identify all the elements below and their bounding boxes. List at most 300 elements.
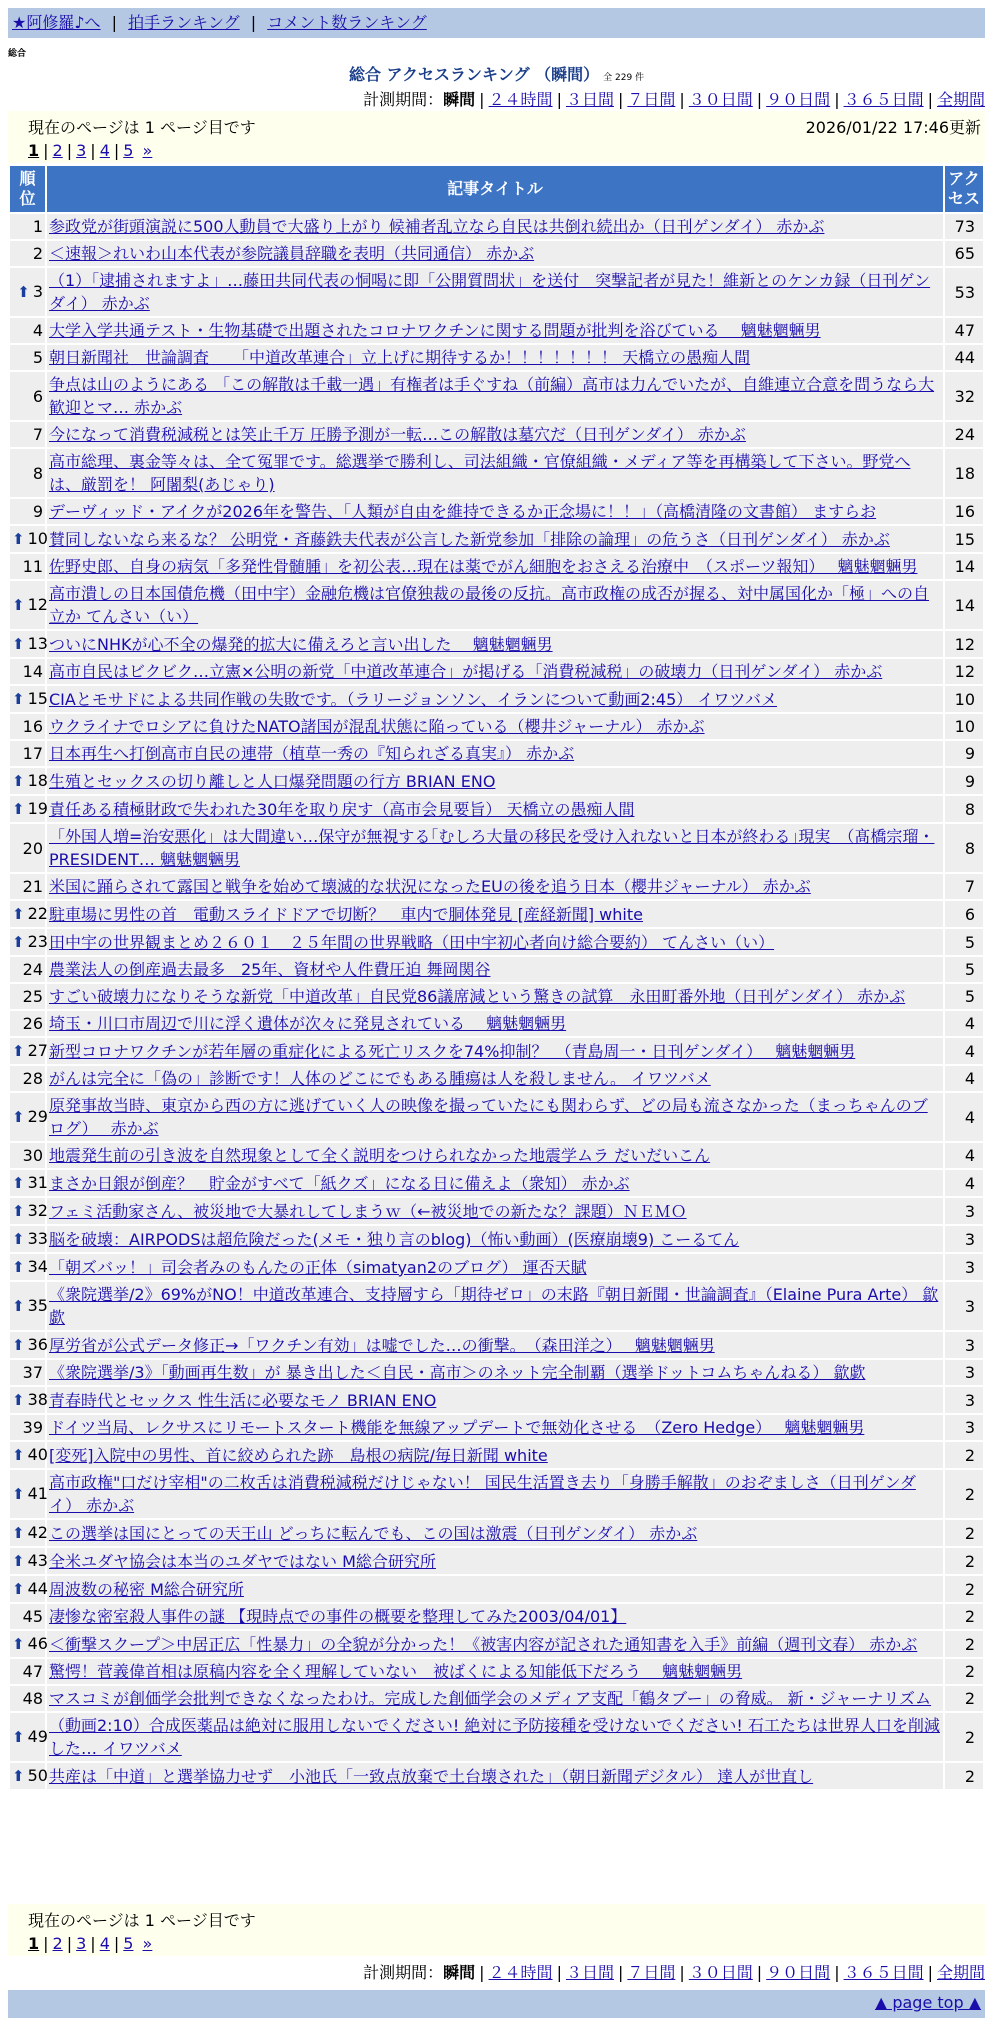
table-row: [10, 1387, 983, 1413]
title-cell: [47, 372, 943, 420]
article-link[interactable]: （動画2:10）合成医薬品は絶対に服用しないでください! 絶対に予防接種を受けないでください! 石工たちは世界人口を削減した… イワツバメ: [49, 1716, 940, 1758]
article-link[interactable]: 大学入学共通テスト・生物基礎で出題されたコロナワクチンに関する問題が批判を浴びている 魑魅魍魎男: [49, 321, 821, 340]
article-link[interactable]: 全米ユダヤ協会は本当のユダヤではない M総合研究所: [49, 1551, 436, 1571]
page-top-link[interactable]: ▲ page top ▲: [874, 1993, 981, 2012]
title-cell: [47, 1686, 943, 1711]
rank-cell: [10, 241, 45, 266]
title-cell: [47, 1198, 943, 1224]
rank-number: 16: [22, 717, 43, 736]
article-link[interactable]: （1）「逮捕されますよ」…藤田共同代表の恫喝に即「公開質問状」を送付 突撃記者が見た！維新とのケンカ録（日刊ゲンダイ） 赤かぶ: [49, 271, 931, 313]
period-link[interactable]: ９０日間: [766, 1963, 831, 1982]
rank-cell: [10, 268, 45, 316]
period-link[interactable]: 全期間: [936, 1963, 985, 1982]
access-count: 3: [945, 1415, 983, 1440]
access-count: 9: [945, 768, 983, 794]
title-cell: [47, 1713, 943, 1761]
up-arrow-icon: ⬆: [17, 283, 30, 301]
article-link[interactable]: 「朝ズバッ！」司会者みのもんたの正体（simatyan2のブログ） 運否天賦: [49, 1257, 587, 1277]
page-separator: |: [113, 141, 120, 160]
up-arrow-icon: ⬆: [12, 1485, 25, 1503]
up-arrow-icon: ⬆: [12, 1728, 25, 1746]
table-row: [10, 1713, 983, 1761]
title-cell: [47, 241, 943, 266]
title-cell: [47, 929, 943, 955]
article-link[interactable]: 米国に踊らされて露国と戦争を始めて壊滅的な状況になったEUの後を追う日本（櫻井ジャーナル） 赤かぶ: [49, 877, 811, 896]
table-row: [10, 1254, 983, 1280]
table-row: [10, 1442, 983, 1468]
period-separator: |: [834, 90, 840, 109]
access-count: 2: [945, 1520, 983, 1546]
rank-number: 34: [27, 1257, 48, 1276]
up-arrow-icon: ⬆: [12, 1258, 25, 1276]
title-cell: [47, 499, 943, 524]
title-cell: [47, 318, 943, 343]
title-cell: [47, 1170, 943, 1196]
article-link[interactable]: 埼玉・川口市周辺で川に浮く遺体が次々に発見されている 魑魅魍魎男: [49, 1014, 567, 1033]
table-row: [10, 1282, 983, 1330]
access-count: 12: [945, 631, 983, 657]
page-current: 1: [28, 141, 40, 160]
article-link[interactable]: 驚愕！菅義偉首相は原稿内容を全く理解していない 被ばくによる知能低下だろう 魑魅魍魎男: [49, 1662, 743, 1681]
rank-cell: [10, 1415, 45, 1440]
title-cell: [47, 1631, 943, 1657]
pagination: [28, 141, 965, 161]
article-link[interactable]: 参政党が街頭演説に500人動員で大盛り上がり 候補者乱立なら自民は共倒れ続出か（日刊ゲンダイ） 赤かぶ: [49, 217, 825, 236]
title-cell: [47, 345, 943, 370]
ranking-table: [8, 164, 985, 1791]
table-row: [10, 1066, 983, 1091]
up-arrow-icon: ⬆: [12, 905, 25, 923]
table-row: [10, 1470, 983, 1518]
article-link[interactable]: 朝日新聞社 世論調査 「中道改革連合」立上げに期待するか！！！！！！！ 天橋立の愚痴人間: [49, 348, 751, 367]
access-count: 65: [945, 241, 983, 266]
table-row: [10, 1631, 983, 1657]
rank-number: 39: [22, 1418, 43, 1437]
table-row: [10, 1143, 983, 1168]
table-row: [10, 1360, 983, 1385]
page-link[interactable]: 3: [76, 141, 87, 160]
article-link[interactable]: 《衆院選挙/2》69%がNO！中道改革連合、支持層すら「期待ゼロ」の末路『朝日新聞・世論調査』（Elaine Pura Arte） 歙歔: [49, 1285, 939, 1327]
rank-number: 30: [22, 1146, 43, 1165]
page-link[interactable]: 5: [123, 1934, 134, 1953]
rank-number: 7: [32, 425, 43, 444]
article-link[interactable]: マスコミが創価学会批判できなくなったわけ。完成した創価学会のメディア支配「鶴タブー」の脅威。 新・ジャーナリズム: [49, 1689, 932, 1708]
rank-number: 33: [27, 1229, 48, 1248]
rank-cell: [10, 1066, 45, 1091]
access-count: 2: [945, 1713, 983, 1761]
category-label: 総合: [8, 49, 27, 59]
access-count: 4: [945, 1093, 983, 1141]
access-count: 2: [945, 1763, 983, 1789]
period-selector-top: [363, 87, 985, 110]
up-arrow-icon: ⬆: [12, 1336, 25, 1354]
rank-cell: [10, 768, 48, 794]
rank-cell: [10, 372, 45, 420]
access-count: 73: [945, 214, 983, 239]
title-cell: [47, 714, 943, 739]
period-link[interactable]: ２４時間: [488, 1963, 553, 1982]
home-link[interactable]: ★阿修羅♪へ: [12, 13, 101, 32]
table-row: [10, 581, 983, 629]
title-cell: [47, 1659, 943, 1684]
access-count: 3: [945, 1226, 983, 1252]
rank-cell: [10, 318, 45, 343]
period-separator: |: [556, 1963, 562, 1982]
table-row: [10, 1604, 983, 1629]
article-link[interactable]: ウクライナでロシアに負けたNATO諸国が混乱状態に陥っている（櫻井ジャーナル） 赤かぶ: [49, 717, 705, 736]
access-count: 4: [945, 1011, 983, 1036]
rank-number: 32: [27, 1201, 48, 1220]
rank-cell: [10, 1332, 48, 1358]
clap-ranking-link[interactable]: 拍手ランキング: [128, 13, 240, 32]
title-cell: [47, 1548, 943, 1574]
access-count: 4: [945, 1143, 983, 1168]
period-link[interactable]: ７日間: [627, 90, 676, 109]
article-link[interactable]: 「外国人増=治安悪化」は大間違い…保守が無視する｢むしろ大量の移民を受け入れないと日本が終わる｣現実 （髙橋宗瑠・PRESIDENT… 魑魅魍魎男: [49, 827, 935, 869]
rank-number: 28: [22, 1069, 43, 1088]
up-arrow-icon: ⬆: [12, 1552, 25, 1570]
period-separator: |: [927, 1963, 933, 1982]
access-count: 8: [945, 824, 983, 872]
rank-cell: [10, 422, 45, 447]
rank-number: 44: [27, 1579, 48, 1598]
rank-cell: [10, 824, 45, 872]
period-link[interactable]: ３日間: [565, 90, 614, 109]
table-row: [10, 1332, 983, 1358]
access-count: 2: [945, 1442, 983, 1468]
page-separator: |: [90, 1934, 96, 1953]
title-cell: [47, 874, 943, 899]
title-cell: [47, 214, 943, 239]
rank-cell: [10, 1226, 48, 1252]
page-separator: |: [43, 1934, 49, 1953]
rank-number: 45: [22, 1607, 43, 1626]
title-cell: [47, 1143, 943, 1168]
article-link[interactable]: 共産は「中道」と選挙協力せず 小池氏「一致点放棄で土台壊された」（朝日新聞デジタル） 達人が世直し: [49, 1766, 814, 1786]
article-link[interactable]: 日本再生へ打倒高市自民の連帯（植草一秀の『知られざる真実』） 赤かぶ: [49, 744, 575, 763]
up-arrow-icon: ⬆: [12, 1580, 25, 1598]
rank-cell: [10, 499, 45, 524]
period-link[interactable]: ３６５日間: [843, 1963, 924, 1982]
article-link[interactable]: 高市潰しの日本国債危機（田中宇）金融危機は官僚独裁の最後の反抗。高市政権の成否が握る、対中属国化か「極」への自立か てんさい（い）: [49, 584, 930, 626]
article-link[interactable]: この選挙は国にとっての天王山 どっちに転んでも、この国は激震（日刊ゲンダイ） 赤かぶ: [49, 1523, 698, 1543]
access-count: 2: [945, 1548, 983, 1574]
rank-cell: [10, 1387, 48, 1413]
access-count: 2: [945, 1659, 983, 1684]
period-separator: |: [479, 90, 485, 109]
table-row: [10, 984, 983, 1009]
period-separator: |: [617, 1963, 624, 1982]
table-row: [10, 929, 983, 955]
period-link[interactable]: ３６５日間: [843, 90, 924, 109]
article-link[interactable]: 田中宇の世界観まとめ２６０１ ２５年間の世界戦略（田中宇初心者向け総合要約） てんさい（い）: [49, 932, 775, 952]
rank-number: 21: [22, 877, 43, 896]
title-cell: [47, 984, 943, 1009]
period-label: 計測期間：: [363, 90, 444, 109]
access-count: 3: [945, 1282, 983, 1330]
next-page-link[interactable]: »: [142, 141, 153, 160]
table-row: [10, 1093, 983, 1141]
period-separator: |: [927, 90, 933, 109]
rank-number: 35: [27, 1296, 48, 1315]
rank-number: 9: [32, 502, 43, 521]
article-link[interactable]: [変死]入院中の男性、首に絞められた跡 島根の病院/毎日新聞 white: [49, 1445, 548, 1465]
rank-cell: [10, 554, 45, 579]
page-link[interactable]: 4: [99, 141, 110, 160]
rank-number: 31: [27, 1173, 48, 1192]
article-link[interactable]: 責任ある積極財政で失われた30年を取り戻す（高市会見要旨） 天橋立の愚痴人間: [49, 799, 635, 819]
rank-number: 47: [22, 1662, 43, 1681]
access-count: 24: [945, 422, 983, 447]
title-cell: [47, 1604, 943, 1629]
up-arrow-icon: ⬆: [12, 690, 25, 708]
article-link[interactable]: ＜衝撃スクープ＞中居正広「性暴力」の全貌が分かった！《被害内容が記された通知書を入手》前編（週刊文春） 赤かぶ: [49, 1634, 918, 1654]
access-count: 2: [945, 1686, 983, 1711]
article-link[interactable]: 生殖とセックスの切り離しと人口爆発問題の行方 BRIAN ENO: [49, 771, 496, 791]
article-link[interactable]: CIAとモサドによる共同作戦の失敗です。（ラリージョンソン、イランについて動画2:45） イワツバメ: [49, 689, 778, 709]
period-link[interactable]: ７日間: [627, 1963, 676, 1982]
table-row: [10, 241, 983, 266]
title-cell: [47, 1360, 943, 1385]
up-arrow-icon: ⬆: [12, 1108, 25, 1126]
article-link[interactable]: 佐野史郎、自身の病気「多発性骨髄腫」を初公表…現在は薬でがん細胞をおさえる治療中 （スポーツ報知） 魑魅魍魎男: [49, 557, 918, 576]
period-link[interactable]: ３０日間: [688, 90, 753, 109]
period-label: 計測期間：: [363, 1963, 444, 1982]
access-count: 16: [945, 499, 983, 524]
rank-number: 10: [27, 529, 48, 548]
rank-cell: [10, 214, 45, 239]
rank-cell: [10, 631, 48, 657]
rank-number: 42: [27, 1523, 48, 1542]
article-link[interactable]: ドイツ当局、レクサスにリモートスタート機能を無線アップデートで無効化させる （Zero Hedge） 魑魅魍魎男: [49, 1418, 865, 1437]
page-separator: |: [113, 1934, 120, 1953]
rank-cell: [10, 1254, 48, 1280]
rank-number: 11: [22, 557, 43, 576]
period-current: 瞬間: [443, 90, 476, 109]
rank-number: 22: [27, 904, 48, 923]
article-link[interactable]: 今になって消費税減税とは笑止千万 圧勝予測が一転…この解散は墓穴だ（日刊ゲンダイ） 赤かぶ: [49, 425, 746, 444]
table-row: [10, 1011, 983, 1036]
article-link[interactable]: 脳を破壊：AIRPODSは超危険だった(メモ・独り言のblog)（怖い動画）(医療崩壊9) こーるてん: [49, 1229, 740, 1249]
page-separator: |: [66, 1934, 73, 1953]
article-link[interactable]: ついにNHKが心不全の爆発的拡大に備えろと言い出した 魑魅魍魎男: [49, 634, 553, 654]
up-arrow-icon: ⬆: [12, 1042, 25, 1060]
article-link[interactable]: すごい破壊力になりそうな新党「中道改革」自民党86議席減という驚きの試算 永田町番外地（日刊ゲンダイ） 赤かぶ: [49, 987, 906, 1006]
rank-number: 46: [27, 1634, 48, 1653]
table-row: [10, 318, 983, 343]
title-cell: [47, 1066, 943, 1091]
period-link[interactable]: ９０日間: [766, 90, 831, 109]
rank-number: 6: [32, 386, 43, 406]
paging-box-bottom: [8, 1904, 985, 1956]
page-link[interactable]: 4: [99, 1934, 110, 1953]
access-count: 44: [945, 345, 983, 370]
rank-cell: [10, 1713, 48, 1761]
rank-number: 40: [27, 1445, 48, 1464]
updated-time: 2026/01/22 17:46更新: [805, 118, 981, 137]
rank-number: 1: [32, 217, 43, 236]
title-cell: [47, 1470, 943, 1518]
table-row: [10, 957, 983, 982]
table-row: [10, 659, 983, 684]
table-row: [10, 874, 983, 899]
article-link[interactable]: 青春時代とセックス 性生活に必要なモノ BRIAN ENO: [49, 1390, 437, 1410]
access-count: 3: [945, 1387, 983, 1413]
rank-cell: [10, 874, 45, 899]
period-link[interactable]: 全期間: [936, 90, 985, 109]
rank-number: 50: [27, 1766, 48, 1785]
rank-cell: [10, 1360, 45, 1385]
next-page-link[interactable]: »: [142, 1934, 153, 1953]
up-arrow-icon: ⬆: [12, 1297, 25, 1315]
period-link[interactable]: ３日間: [565, 1963, 614, 1982]
article-link[interactable]: 原発事故当時、東京から西の方に逃げていく人の映像を撮っていたにも関わらず、どの局も流さなかった（まっちゃんのブログ） 赤かぶ: [49, 1096, 928, 1138]
rank-number: 13: [27, 634, 48, 653]
page-status: 現在のページは 1 ページ目です: [28, 1911, 256, 1930]
rank-number: 41: [27, 1484, 48, 1503]
article-link[interactable]: 争点は山のようにある 「この解散は千載一遇」有権者は手ぐすね（前編）高市は力んでいたが、自維連立合意を問うなら大歓迎とマ… 赤かぶ: [49, 375, 935, 417]
rank-number: 27: [27, 1041, 48, 1060]
table-row: [10, 1576, 983, 1602]
table-row: [10, 499, 983, 524]
page-link[interactable]: 3: [76, 1934, 87, 1953]
rank-cell: [10, 1520, 48, 1546]
title-cell: [47, 1093, 943, 1141]
title-cell: [47, 1226, 943, 1252]
page-link[interactable]: 2: [52, 1934, 63, 1953]
table-row: [10, 422, 983, 447]
table-row: [10, 1038, 983, 1064]
article-link[interactable]: 凄惨な密室殺人事件の謎 【現時点での事件の概要を整理してみた2003/04/01】: [49, 1607, 627, 1626]
rank-number: 18: [27, 771, 48, 790]
page-title-row: [0, 62, 993, 85]
title-cell: [47, 268, 943, 316]
pagination: [28, 1934, 965, 1954]
rank-number: 25: [22, 987, 43, 1006]
page-link[interactable]: 2: [52, 141, 63, 160]
article-link[interactable]: 駐車場に男性の首 電動スライドドアで切断？ 車内で胴体発見 [産経新聞] white: [49, 904, 643, 924]
up-arrow-icon: ⬆: [12, 1446, 25, 1464]
table-row: [10, 526, 983, 552]
title-cell: [47, 631, 943, 657]
table-row: [10, 901, 983, 927]
rank-cell: [10, 984, 45, 1009]
table-row: [10, 1686, 983, 1711]
period-link[interactable]: ３０日間: [688, 1963, 753, 1982]
access-count: 10: [945, 686, 983, 712]
title-cell: [47, 957, 943, 982]
table-row: [10, 1659, 983, 1684]
rank-number: 17: [22, 744, 43, 763]
title-cell: [47, 422, 943, 447]
article-link[interactable]: 周波数の秘密 M総合研究所: [49, 1579, 244, 1599]
title-cell: [47, 1415, 943, 1440]
title-cell: [47, 1332, 943, 1358]
article-link[interactable]: 新型コロナワクチンが若年層の重症化による死亡リスクを74%抑制？ （青島周一・日刊ゲンダイ） 魑魅魍魎男: [49, 1041, 856, 1061]
article-link[interactable]: フェミ活動家さん、被災地で大暴れしてしまうｗ（←被災地での新たな？課題）ＮＥＭＯ: [49, 1201, 687, 1221]
top-nav-bar: [8, 8, 985, 38]
table-row: [10, 714, 983, 739]
article-link[interactable]: 賛同しないなら来るな？ 公明党・斉藤鉄夫代表が公言した新党参加「排除の論理」の危うさ（日刊ゲンダイ） 赤かぶ: [49, 529, 890, 549]
rank-number: 24: [22, 960, 43, 979]
article-link[interactable]: 厚労省が公式データ修正→「ワクチン有効」は嘘でした…の衝撃。 （森田洋之） 魑魅魍魎男: [49, 1335, 715, 1355]
article-link[interactable]: 農業法人の倒産過去最多 25年、資材や人件費圧迫 舞岡関谷: [49, 960, 491, 979]
article-link[interactable]: ＜速報＞れいわ山本代表が参院議員辞職を表明（共同通信） 赤かぶ: [49, 244, 535, 263]
rank-number: 19: [27, 799, 48, 818]
article-link[interactable]: 高市政権"口だけ宰相"の二枚舌は消費税減税だけじゃない！ 国民生活置き去り「身勝手解散」のおぞましさ（日刊ゲンダイ） 赤かぶ: [49, 1473, 916, 1515]
title-cell: [47, 796, 943, 822]
period-separator: |: [617, 90, 624, 109]
title-cell: [47, 1011, 943, 1036]
rank-cell: [10, 1631, 48, 1657]
up-arrow-icon: ⬆: [12, 1524, 25, 1542]
article-link[interactable]: 高市自民はビクビク…立憲×公明の新党「中道改革連合」が掲げる「消費税減税」の破壊力（日刊ゲンダイ） 赤かぶ: [49, 662, 883, 681]
rank-number: 12: [27, 595, 48, 614]
access-count: 9: [945, 741, 983, 766]
rank-cell: [10, 1548, 48, 1574]
nav-separator: |: [111, 13, 118, 32]
title-cell: [47, 1576, 943, 1602]
rank-number: 4: [32, 321, 43, 340]
article-link[interactable]: 《衆院選挙/3》「動画再生数」が 暴き出した＜自民・高市＞のネット完全制覇（選挙ドットコムちゃんねる） 歙歔: [49, 1363, 866, 1382]
table-row: [10, 686, 983, 712]
rank-cell: [10, 957, 45, 982]
period-current: 瞬間: [443, 1963, 476, 1982]
table-row: [10, 449, 983, 497]
up-arrow-icon: ⬆: [12, 933, 25, 951]
rank-cell: [10, 1442, 48, 1468]
rank-number: 8: [32, 463, 43, 483]
access-count: 4: [945, 1038, 983, 1064]
article-link[interactable]: まさか日銀が倒産？ 貯金がすべて「紙クズ」になる日に備えよ（衆知） 赤かぶ: [49, 1173, 630, 1193]
article-link[interactable]: 地震発生前の引き波を自然現象として全く説明をつけられなかった地震学ムラ だいだいこん: [49, 1146, 711, 1165]
title-cell: [47, 526, 943, 552]
period-link[interactable]: ２４時間: [488, 90, 553, 109]
access-count: 47: [945, 318, 983, 343]
page-link[interactable]: 5: [123, 141, 134, 160]
rank-cell: [10, 741, 45, 766]
title-cell: [47, 1038, 943, 1064]
access-count: 8: [945, 796, 983, 822]
rank-number: 20: [22, 838, 43, 858]
period-separator: |: [756, 90, 763, 109]
title-cell: [47, 1254, 943, 1280]
title-cell: [47, 1442, 943, 1468]
rank-number: 49: [27, 1727, 48, 1746]
rank-cell: [10, 1198, 48, 1224]
rank-cell: [10, 1093, 48, 1141]
article-link[interactable]: デーヴィッド・アイクが2026年を警告、「人類が自由を維持できるか正念場に！！」（高橋清隆の文書館） ますらお: [49, 502, 877, 521]
rank-number: 48: [22, 1689, 43, 1708]
rank-number: 15: [27, 689, 48, 708]
article-link[interactable]: がんは完全に「偽の」診断です！人体のどこにでもある腫瘍は人を殺しません。 イワツバメ: [49, 1069, 711, 1088]
rank-cell: [10, 901, 48, 927]
page-current: 1: [28, 1934, 40, 1953]
period-separator: |: [679, 1963, 685, 1982]
title-cell: [47, 901, 943, 927]
table-row: [10, 268, 983, 316]
period-separator: |: [679, 90, 685, 109]
page-status: 現在のページは 1 ページ目です: [28, 118, 256, 137]
table-row: [10, 1520, 983, 1546]
comment-ranking-link[interactable]: コメント数ランキング: [267, 13, 427, 32]
access-count: 4: [945, 1066, 983, 1091]
table-header-row: [10, 166, 983, 212]
rank-number: 26: [22, 1014, 43, 1033]
article-link[interactable]: 高市総理、裏金等々は、全て冤罪です。総選挙で勝利し、司法組織・官僚組織・メディア等を再構築して下さい。野党へは、厳罰を！ 阿闍梨(あじゃり): [49, 452, 911, 494]
up-arrow-icon: ⬆: [12, 1174, 25, 1192]
rank-cell: [10, 1659, 45, 1684]
